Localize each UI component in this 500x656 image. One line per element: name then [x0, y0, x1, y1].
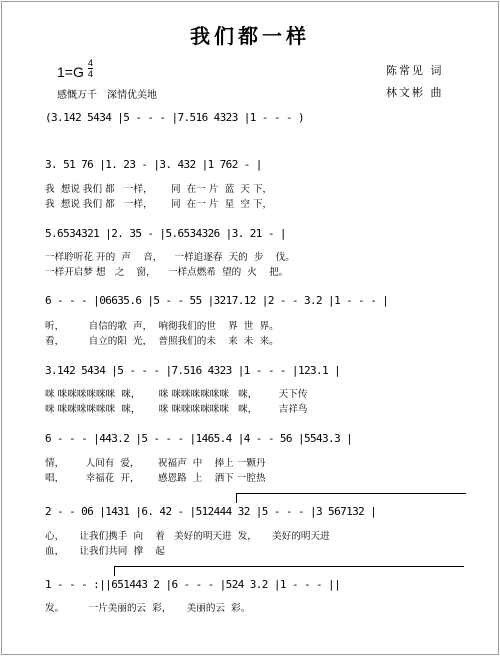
second-ending-bracket-tick	[114, 566, 115, 576]
lyric-line-3b: 一样开启梦 想 之 窗， 一样点燃希 望的 火 把。	[45, 267, 289, 278]
lyric-line-6b: 唱， 幸福花 开， 感恩路 上 洒下 一腔热	[45, 473, 266, 484]
meter-top: 4	[88, 58, 94, 68]
key-signature: 1=G	[57, 64, 84, 80]
lyric-line-2a: 我 想说 我们 都 一样， 同 在一 片 蓝 天 下，	[45, 184, 273, 195]
lyric-line-4b: 看， 自立的阳 光， 普照我们的未 来 未 来。	[45, 336, 279, 347]
lyric-line-5b: 咪 咪咪咪咪咪咪 咪， 咪 咪咪咪咪咪咪 咪， 吉祥鸟	[45, 404, 308, 415]
notation-line-5: 3.142 5434 |5 - - - |7.516 4323 |1 - - - |123.1 |	[45, 364, 341, 377]
notation-line-1: (3.142 5434 |5 - - - |7.516 4323 |1 - - - )	[45, 111, 304, 124]
notation-line-8: 1 - - - :||651443 2 |6 - - - |524 3.2 |1 - - - ||	[45, 578, 341, 591]
lyric-line-2b: 我 想说 我们 都 一样， 同 在一 片 星 空 下，	[45, 199, 273, 210]
lyricist-credit: 陈常见 词	[386, 64, 444, 77]
time-signature	[88, 58, 93, 79]
meter-bottom: 4	[88, 69, 94, 79]
lyric-line-3a: 一样聆听花 开的 声 音， 一样追逐春 天的 步 伐。	[45, 252, 295, 263]
notation-line-4: 6 - - - |06635.6 |5 - - 55 |3217.12 |2 - - 3.2 |1 - - - |	[45, 294, 389, 307]
lyric-line-7b: 血， 让我们共同 撑 起	[45, 546, 165, 557]
notation-line-2: 3. 51 76 |1. 23 - |3. 432 |1 762 - |	[45, 158, 262, 171]
notation-line-3: 5.6534321 |2. 35 - |5.6534326 |3. 21 - |	[45, 227, 286, 240]
composer-credit: 林文彬 曲	[386, 86, 444, 99]
lyric-line-6a: 情， 人间有 爱， 祝福声 中 捧上 一颗丹	[45, 458, 266, 469]
first-ending-bracket-tick	[236, 493, 237, 503]
first-ending-bracket	[236, 493, 466, 494]
song-title: 我们都一样	[190, 24, 310, 48]
second-ending-bracket	[114, 566, 464, 567]
lyric-line-4a: 听， 自信的歌 声， 响彻我们的世 界 世 界。	[45, 321, 279, 332]
notation-line-6: 6 - - - |443.2 |5 - - - |1465.4 |4 - - 56 |5543.3 |	[45, 432, 353, 445]
lyric-line-7a: 心， 让我们携手 向 着 美好的明天进 发， 美好的明天进	[45, 531, 330, 542]
tempo-mood: 感慨万千 深情优美地	[57, 90, 157, 101]
lyric-line-8a: 发。 一片美丽的云 彩， 美丽的云 彩。	[45, 603, 251, 614]
notation-line-7: 2 - - 06 |1431 |6. 42 - |512444 32 |5 - - - |3 567132 |	[45, 505, 377, 518]
lyric-line-5a: 咪 咪咪咪咪咪咪 咪， 咪 咪咪咪咪咪咪 咪， 天下传	[45, 389, 308, 400]
